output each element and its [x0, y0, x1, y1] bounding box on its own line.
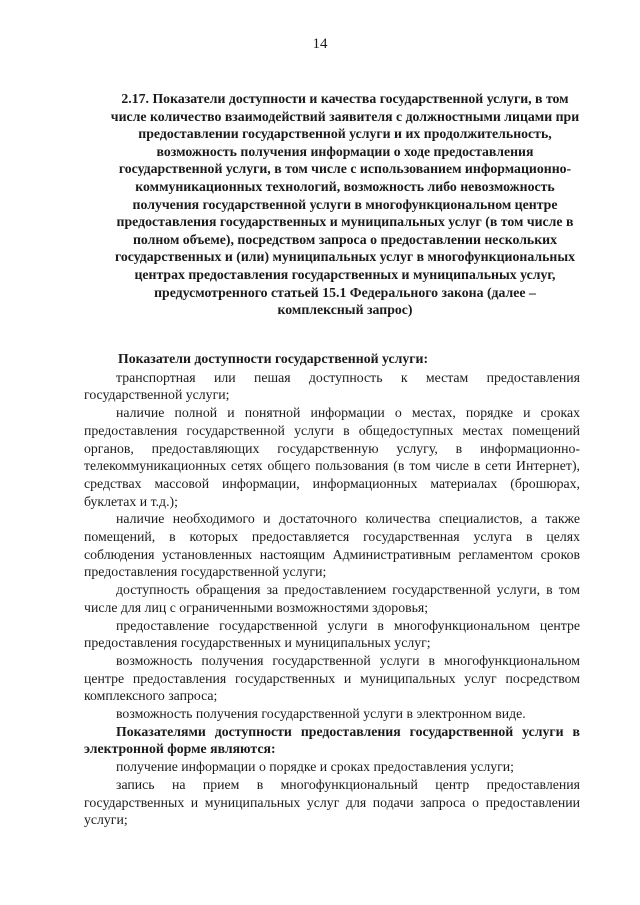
electronic-subheading: Показателями доступности предоставления государственной услуги в электронной форме являются: [84, 723, 580, 757]
section-heading: 2.17. Показатели доступности и качества государственной услуги, в том числе количество взаимодействий заявителя с должностными лицами при предоставлении государственной услуги и их продолжительность, возможность получения информации о ходе предоставления государственной услуги, в том числе с использованием информационно-коммуникационных технологий, возможность либо невозможность получения государственной услуги в многофункциональном центре предоставления государственных и муниципальных услуг (в том числе в полном объеме), посредством запроса о предоставлении нескольких государственных и (или) муниципальных услуг в многофункциональных центрах предоставления государственных и муниципальных услуг, предусмотренного статьей 15.1 Федерального закона (далее – комплексный запрос) [110, 91, 580, 318]
accessibility-item: возможность получения государственной услуги в электронном виде. [116, 706, 526, 722]
document-body [84, 350, 580, 829]
page-number: 14 [312, 36, 328, 52]
accessibility-item: предоставление государственной услуги в многофункциональном центре предоставления государственных и муниципальных услуг; [84, 617, 580, 651]
accessibility-item: наличие полной и понятной информации о местах, порядке и сроках предоставления государственной услуги в общедоступных местах помещений органов, предоставляющих государственную услугу, в информационно-телекоммуникационных сетях общего пользования (в том числе в сети Интернет), средствах массовой информации, информационных материалах (брошюрах, буклетах и т.д.); [84, 405, 580, 509]
accessibility-item: возможность получения государственной услуги в многофункциональном центре предоставления государственных и муниципальных услуг посредством комплексного запроса; [84, 652, 580, 704]
accessibility-item: транспортная или пешая доступность к местам предоставления государственной услуги; [84, 369, 580, 403]
accessibility-item: наличие необходимого и достаточного количества специалистов, а также помещений, в которых предоставляется государственная услуга в целях соблюдения установленных настоящим Административным регламентом сроков предоставления государственной услуги; [84, 511, 580, 580]
accessibility-item: доступность обращения за предоставлением государственной услуги, в том числе для лиц с ограниченными возможностями здоровья; [84, 582, 580, 615]
electronic-item: запись на прием в многофункциональный центр предоставления государственных и муниципальных услуг для подачи запроса о предоставлении услуги; [84, 776, 580, 828]
accessibility-subheading: Показатели доступности государственной услуги: [118, 351, 429, 366]
electronic-item: получение информации о порядке и сроках предоставления услуги; [116, 759, 515, 775]
